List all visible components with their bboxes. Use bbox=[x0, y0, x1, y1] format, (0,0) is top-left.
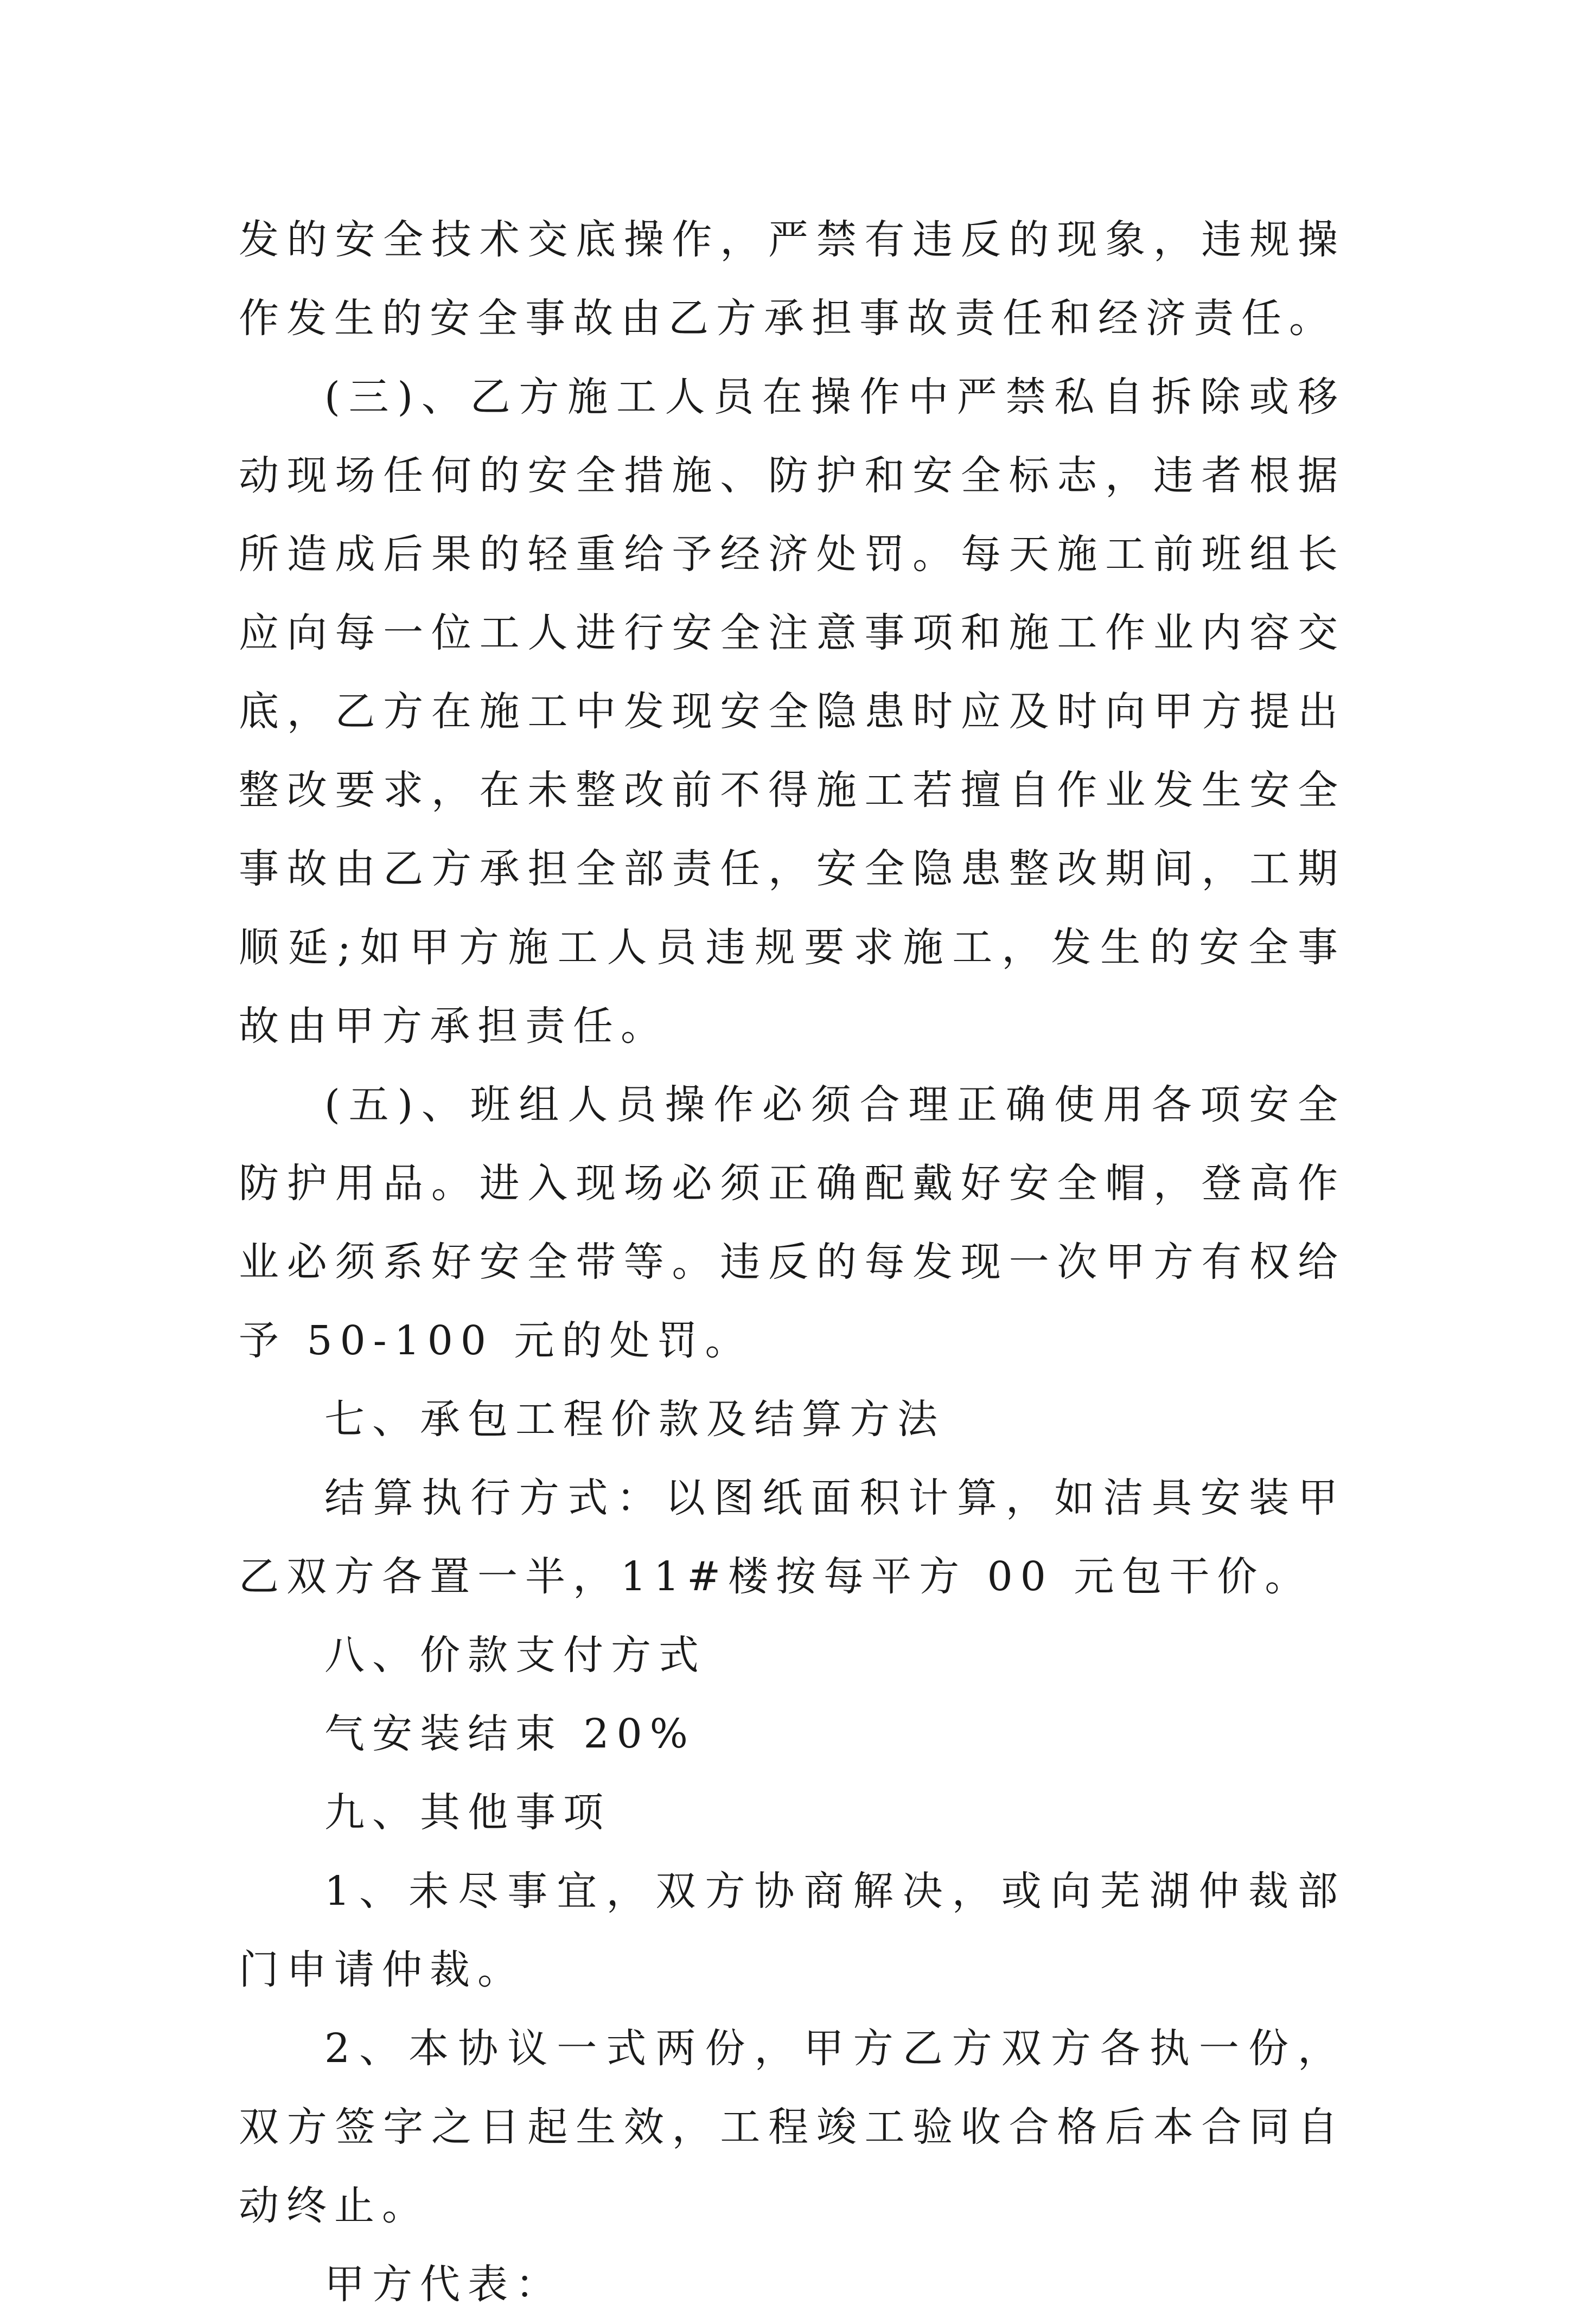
section-heading-7: 七、承包工程价款及结算方法 bbox=[324, 1396, 945, 1443]
paragraph-item-1: 1、未尽事宜，双方协商解决，或向芜湖仲裁部门申请仲裁。 bbox=[239, 1868, 1345, 1993]
section-heading-9: 九、其他事项 bbox=[324, 1789, 611, 1836]
paragraph-payment: 气安装结束 20% bbox=[324, 1711, 695, 1757]
document-body bbox=[239, 201, 1345, 2324]
paragraph-settlement: 结算执行方式：以图纸面积计算，如洁具安装甲乙双方各置一半，11#楼按每平方 00 元包干价。 bbox=[239, 1475, 1345, 1600]
section-heading-8: 八、价款支付方式 bbox=[324, 1632, 706, 1679]
paragraph-1: 发的安全技术交底操作，严禁有违反的现象，违规操作发生的安全事故由乙方承担事故责任和经济责任。 bbox=[239, 216, 1345, 342]
paragraph-2: (三)、乙方施工人员在操作中严禁私自拆除或移动现场任何的安全措施、防护和安全标志，违者根据所造成后果的轻重给予经济处罚。每天施工前班组长应向每一位工人进行安全注意事项和施工作业内容交底，乙方在施工中发现安全隐患时应及时向甲方提出整改要求，在未整改前不得施工若擅自作业发生安全事故由乙方承担全部责任，安全隐患整改期间，工期顺延;如甲方施工人员违规要求施工，发生的安全事故由甲方承担责任。 bbox=[239, 374, 1345, 1049]
party-a-representative: 甲方代表： bbox=[324, 2261, 563, 2308]
paragraph-item-2: 2、本协议一式两份，甲方乙方双方各执一份，双方签字之日起生效，工程竣工验收合格后本合同自动终止。 bbox=[239, 2025, 1345, 2229]
paragraph-3: (五)、班组人员操作必须合理正确使用各项安全防护用品。进入现场必须正确配戴好安全帽，登高作业必须系好安全带等。违反的每发现一次甲方有权给予 50-100 元的处罚。 bbox=[239, 1081, 1345, 1364]
